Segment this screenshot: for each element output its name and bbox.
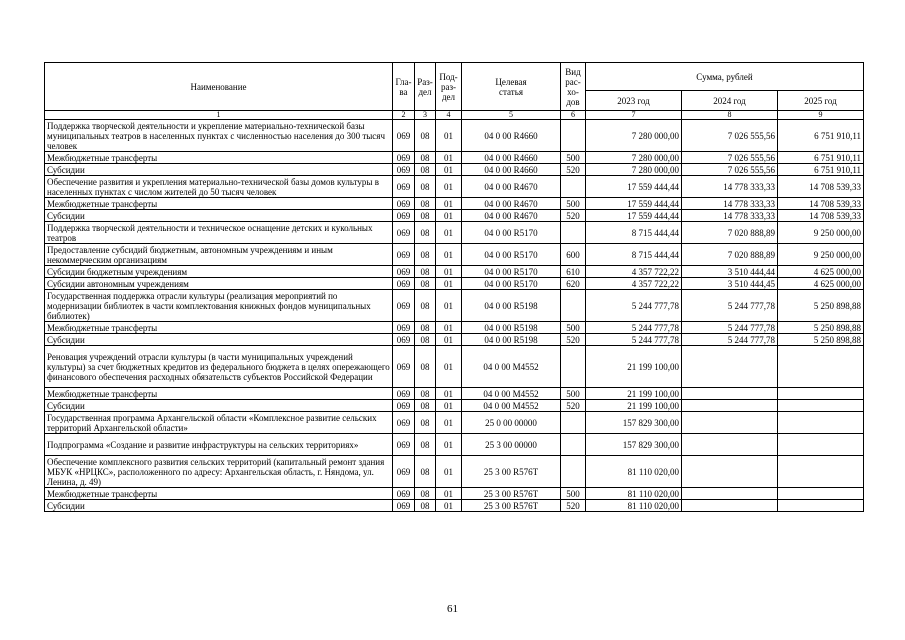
table-row <box>45 244 864 266</box>
row-razdel: 08 <box>415 488 436 500</box>
row-vid: 610 <box>561 266 586 278</box>
row-podrazdel: 01 <box>436 434 462 456</box>
row-name: Поддержка творческой деятельности и укрепление материально-технической базы муниципальных театров в населенных пунктах с численностью населения до 300 тысяч человек <box>45 120 393 152</box>
row-podrazdel: 01 <box>436 456 462 488</box>
row-sum-2024: 7 020 888,89 <box>682 244 778 266</box>
row-sum-2023: 157 829 300,00 <box>586 412 682 434</box>
row-vid: 520 <box>561 400 586 412</box>
row-sum-2024: 5 244 777,78 <box>682 334 778 346</box>
row-sum-2025: 5 250 898,88 <box>778 322 864 334</box>
row-podrazdel: 01 <box>436 266 462 278</box>
row-glava: 069 <box>393 434 415 456</box>
row-glava: 069 <box>393 164 415 176</box>
row-sum-2025: 14 708 539,33 <box>778 210 864 222</box>
row-name: Межбюджетные трансферты <box>45 198 393 210</box>
header-razdel <box>415 63 436 111</box>
table-row <box>45 210 864 222</box>
row-sum-2023: 5 244 777,78 <box>586 290 682 322</box>
row-target: 04 0 00 R4670 <box>462 210 561 222</box>
row-sum-2025: 4 625 000,00 <box>778 278 864 290</box>
table-row <box>45 322 864 334</box>
header-2024: 2024 год <box>682 91 778 111</box>
row-razdel: 08 <box>415 388 436 400</box>
row-name: Субсидии <box>45 500 393 512</box>
header-razdel-text: Раз- дел <box>417 76 433 97</box>
row-target: 04 0 00 R4670 <box>462 198 561 210</box>
row-glava: 069 <box>393 120 415 152</box>
table-row <box>45 164 864 176</box>
row-razdel: 08 <box>415 164 436 176</box>
row-target: 04 0 00 R4660 <box>462 152 561 164</box>
row-podrazdel: 01 <box>436 412 462 434</box>
row-vid: 500 <box>561 488 586 500</box>
col-number: 9 <box>778 111 864 120</box>
row-vid <box>561 176 586 198</box>
row-sum-2024: 5 244 777,78 <box>682 290 778 322</box>
row-sum-2024 <box>682 400 778 412</box>
row-sum-2023: 7 280 000,00 <box>586 164 682 176</box>
row-razdel: 08 <box>415 198 436 210</box>
row-name: Подпрограмма «Создание и развитие инфраструктуры на сельских территориях» <box>45 434 393 456</box>
row-vid <box>561 434 586 456</box>
row-sum-2024 <box>682 456 778 488</box>
row-podrazdel: 01 <box>436 488 462 500</box>
row-target: 04 0 00 R4660 <box>462 120 561 152</box>
row-razdel: 08 <box>415 266 436 278</box>
row-glava: 069 <box>393 500 415 512</box>
row-sum-2024 <box>682 412 778 434</box>
header-target-text: Целевая статья <box>495 76 527 97</box>
row-sum-2024: 3 510 444,45 <box>682 278 778 290</box>
row-podrazdel: 01 <box>436 164 462 176</box>
row-glava: 069 <box>393 210 415 222</box>
row-name: Государственная поддержка отрасли культуры (реализация мероприятий по модернизации библиотек в части комплектования книжных фондов муниципальных библиотек) <box>45 290 393 322</box>
row-target: 04 0 00 R5170 <box>462 244 561 266</box>
page-number: 61 <box>447 603 458 615</box>
header-glava <box>393 63 415 111</box>
row-sum-2025: 9 250 000,00 <box>778 244 864 266</box>
row-sum-2025: 5 250 898,88 <box>778 290 864 322</box>
row-glava: 069 <box>393 244 415 266</box>
row-sum-2025: 14 708 539,33 <box>778 198 864 210</box>
col-number: 4 <box>436 111 462 120</box>
row-target: 04 0 00 M4552 <box>462 346 561 388</box>
row-vid <box>561 456 586 488</box>
row-sum-2024 <box>682 488 778 500</box>
col-number: 5 <box>462 111 561 120</box>
row-name: Субсидии автономным учреждениям <box>45 278 393 290</box>
row-name: Субсидии <box>45 334 393 346</box>
row-sum-2024: 7 026 555,56 <box>682 164 778 176</box>
row-sum-2023: 5 244 777,78 <box>586 322 682 334</box>
table-row <box>45 500 864 512</box>
row-vid <box>561 412 586 434</box>
table-row <box>45 198 864 210</box>
row-sum-2023: 7 280 000,00 <box>586 120 682 152</box>
row-target: 04 0 00 M4552 <box>462 388 561 400</box>
row-razdel: 08 <box>415 120 436 152</box>
row-sum-2024: 5 244 777,78 <box>682 322 778 334</box>
row-podrazdel: 01 <box>436 322 462 334</box>
row-podrazdel: 01 <box>436 500 462 512</box>
row-sum-2025 <box>778 400 864 412</box>
row-sum-2024: 3 510 444,44 <box>682 266 778 278</box>
row-vid <box>561 120 586 152</box>
row-podrazdel: 01 <box>436 120 462 152</box>
table-body <box>45 120 864 512</box>
row-target: 04 0 00 R5170 <box>462 222 561 244</box>
row-sum-2024 <box>682 388 778 400</box>
row-vid <box>561 346 586 388</box>
header-name: Наименование <box>45 63 393 111</box>
col-number: 8 <box>682 111 778 120</box>
row-razdel: 08 <box>415 244 436 266</box>
row-glava: 069 <box>393 152 415 164</box>
row-sum-2024 <box>682 346 778 388</box>
table-row <box>45 346 864 388</box>
row-glava: 069 <box>393 278 415 290</box>
row-sum-2025 <box>778 412 864 434</box>
row-podrazdel: 01 <box>436 388 462 400</box>
row-podrazdel: 01 <box>436 278 462 290</box>
row-glava: 069 <box>393 322 415 334</box>
table-row <box>45 400 864 412</box>
row-vid: 520 <box>561 164 586 176</box>
table-row <box>45 222 864 244</box>
row-vid: 500 <box>561 388 586 400</box>
table-row <box>45 334 864 346</box>
row-razdel: 08 <box>415 222 436 244</box>
row-razdel: 08 <box>415 176 436 198</box>
row-name: Обеспечение комплексного развития сельских территорий (капитальный ремонт здания МБУК «НРЦКС», расположенного по адресу: Архангельская область, г. Няндома, ул. Ленина, д. 49) <box>45 456 393 488</box>
col-number: 6 <box>561 111 586 120</box>
header-glava-text: Гла- ва <box>395 76 412 97</box>
row-razdel: 08 <box>415 400 436 412</box>
row-razdel: 08 <box>415 290 436 322</box>
row-target: 04 0 00 R5198 <box>462 290 561 322</box>
table-row <box>45 278 864 290</box>
row-sum-2024: 14 778 333,33 <box>682 210 778 222</box>
row-name: Субсидии бюджетным учреждениям <box>45 266 393 278</box>
column-numbers-row <box>45 111 864 120</box>
row-sum-2025 <box>778 346 864 388</box>
row-sum-2023: 21 199 100,00 <box>586 400 682 412</box>
row-target: 04 0 00 M4552 <box>462 400 561 412</box>
col-number: 1 <box>45 111 393 120</box>
row-vid: 520 <box>561 334 586 346</box>
row-glava: 069 <box>393 400 415 412</box>
row-sum-2025 <box>778 388 864 400</box>
row-sum-2023: 17 559 444,44 <box>586 210 682 222</box>
row-podrazdel: 01 <box>436 210 462 222</box>
row-target: 25 3 00 R576Т <box>462 488 561 500</box>
row-name: Предоставление субсидий бюджетным, автономным учреждениям и иным некоммерческим организациям <box>45 244 393 266</box>
row-sum-2025: 6 751 910,11 <box>778 164 864 176</box>
row-sum-2023: 81 110 020,00 <box>586 456 682 488</box>
row-sum-2024 <box>682 500 778 512</box>
row-vid: 500 <box>561 198 586 210</box>
header-2025: 2025 год <box>778 91 864 111</box>
row-glava: 069 <box>393 176 415 198</box>
row-name: Государственная программа Архангельской области «Комплексное развитие сельских территорий Архангельской области» <box>45 412 393 434</box>
row-razdel: 08 <box>415 210 436 222</box>
row-name: Субсидии <box>45 210 393 222</box>
row-name: Межбюджетные трансферты <box>45 322 393 334</box>
row-target: 25 3 00 00000 <box>462 434 561 456</box>
row-razdel: 08 <box>415 152 436 164</box>
row-sum-2025 <box>778 456 864 488</box>
row-sum-2023: 8 715 444,44 <box>586 222 682 244</box>
col-number: 7 <box>586 111 682 120</box>
row-podrazdel: 01 <box>436 222 462 244</box>
row-target: 25 0 00 00000 <box>462 412 561 434</box>
row-sum-2025 <box>778 434 864 456</box>
row-sum-2023: 8 715 444,44 <box>586 244 682 266</box>
header-sum: Сумма, рублей <box>586 63 864 91</box>
row-podrazdel: 01 <box>436 290 462 322</box>
table-row <box>45 290 864 322</box>
row-sum-2025: 5 250 898,88 <box>778 334 864 346</box>
row-target: 04 0 00 R4670 <box>462 176 561 198</box>
row-razdel: 08 <box>415 278 436 290</box>
table-row <box>45 266 864 278</box>
row-podrazdel: 01 <box>436 176 462 198</box>
row-podrazdel: 01 <box>436 400 462 412</box>
row-sum-2024: 7 026 555,56 <box>682 152 778 164</box>
row-sum-2024: 7 020 888,89 <box>682 222 778 244</box>
row-vid: 500 <box>561 322 586 334</box>
row-vid: 520 <box>561 500 586 512</box>
row-sum-2023: 81 110 020,00 <box>586 500 682 512</box>
row-sum-2023: 4 357 722,22 <box>586 278 682 290</box>
row-sum-2024: 14 778 333,33 <box>682 198 778 210</box>
row-sum-2023: 5 244 777,78 <box>586 334 682 346</box>
row-sum-2023: 21 199 100,00 <box>586 388 682 400</box>
row-sum-2025 <box>778 488 864 500</box>
header-vid <box>561 63 586 111</box>
row-name: Межбюджетные трансферты <box>45 488 393 500</box>
row-podrazdel: 01 <box>436 346 462 388</box>
row-razdel: 08 <box>415 412 436 434</box>
row-name: Субсидии <box>45 400 393 412</box>
row-sum-2025: 9 250 000,00 <box>778 222 864 244</box>
row-sum-2025: 4 625 000,00 <box>778 266 864 278</box>
row-vid <box>561 222 586 244</box>
table-row <box>45 488 864 500</box>
row-vid: 620 <box>561 278 586 290</box>
row-target: 04 0 00 R5198 <box>462 322 561 334</box>
row-target: 04 0 00 R4660 <box>462 164 561 176</box>
row-target: 04 0 00 R5170 <box>462 278 561 290</box>
row-target: 04 0 00 R5198 <box>462 334 561 346</box>
row-sum-2025 <box>778 500 864 512</box>
row-vid: 500 <box>561 152 586 164</box>
row-sum-2023: 7 280 000,00 <box>586 152 682 164</box>
row-glava: 069 <box>393 290 415 322</box>
row-glava: 069 <box>393 346 415 388</box>
header-target <box>462 63 561 111</box>
row-podrazdel: 01 <box>436 334 462 346</box>
table-row <box>45 434 864 456</box>
row-name: Межбюджетные трансферты <box>45 152 393 164</box>
table-row <box>45 120 864 152</box>
row-name: Поддержка творческой деятельности и техническое оснащение детских и кукольных театров <box>45 222 393 244</box>
row-name: Субсидии <box>45 164 393 176</box>
row-sum-2023: 157 829 300,00 <box>586 434 682 456</box>
table-row <box>45 152 864 164</box>
header-podrazdel <box>436 63 462 111</box>
row-glava: 069 <box>393 412 415 434</box>
table-row <box>45 412 864 434</box>
row-sum-2025: 14 708 539,33 <box>778 176 864 198</box>
row-glava: 069 <box>393 488 415 500</box>
header-vid-text: Вид рас- хо- дов <box>565 66 581 107</box>
row-razdel: 08 <box>415 434 436 456</box>
row-name: Межбюджетные трансферты <box>45 388 393 400</box>
row-podrazdel: 01 <box>436 244 462 266</box>
header-2023: 2023 год <box>586 91 682 111</box>
row-name: Обеспечение развития и укрепления материально-технической базы домов культуры в населенных пунктах с числом жителей до 50 тысяч человек <box>45 176 393 198</box>
row-glava: 069 <box>393 456 415 488</box>
row-razdel: 08 <box>415 334 436 346</box>
row-sum-2023: 21 199 100,00 <box>586 346 682 388</box>
row-vid: 520 <box>561 210 586 222</box>
row-sum-2023: 4 357 722,22 <box>586 266 682 278</box>
row-sum-2025: 6 751 910,11 <box>778 152 864 164</box>
row-razdel: 08 <box>415 346 436 388</box>
row-razdel: 08 <box>415 500 436 512</box>
row-podrazdel: 01 <box>436 152 462 164</box>
row-sum-2023: 17 559 444,44 <box>586 198 682 210</box>
row-sum-2023: 81 110 020,00 <box>586 488 682 500</box>
header-podrazdel-text: Под- раз- дел <box>439 71 458 102</box>
table-row <box>45 388 864 400</box>
row-glava: 069 <box>393 334 415 346</box>
table-row <box>45 176 864 198</box>
table-row <box>45 456 864 488</box>
row-glava: 069 <box>393 198 415 210</box>
table-header <box>45 63 864 120</box>
row-glava: 069 <box>393 388 415 400</box>
row-razdel: 08 <box>415 322 436 334</box>
row-target: 04 0 00 R5170 <box>462 266 561 278</box>
row-sum-2024: 14 778 333,33 <box>682 176 778 198</box>
row-vid: 600 <box>561 244 586 266</box>
row-sum-2023: 17 559 444,44 <box>586 176 682 198</box>
budget-table <box>44 62 864 512</box>
row-sum-2024 <box>682 434 778 456</box>
row-glava: 069 <box>393 222 415 244</box>
col-number: 3 <box>415 111 436 120</box>
row-target: 25 3 00 R576Т <box>462 500 561 512</box>
row-razdel: 08 <box>415 456 436 488</box>
col-number: 2 <box>393 111 415 120</box>
row-sum-2024: 7 026 555,56 <box>682 120 778 152</box>
row-target: 25 3 00 R576Т <box>462 456 561 488</box>
row-sum-2025: 6 751 910,11 <box>778 120 864 152</box>
row-name: Реновация учреждений отрасли культуры (в части муниципальных учреждений культуры) за счет бюджетных кредитов из федерального бюджета в целях опережающего финансового обеспечения расходных обязательств субъектов Российской Федерации <box>45 346 393 388</box>
row-podrazdel: 01 <box>436 198 462 210</box>
row-glava: 069 <box>393 266 415 278</box>
row-vid <box>561 290 586 322</box>
